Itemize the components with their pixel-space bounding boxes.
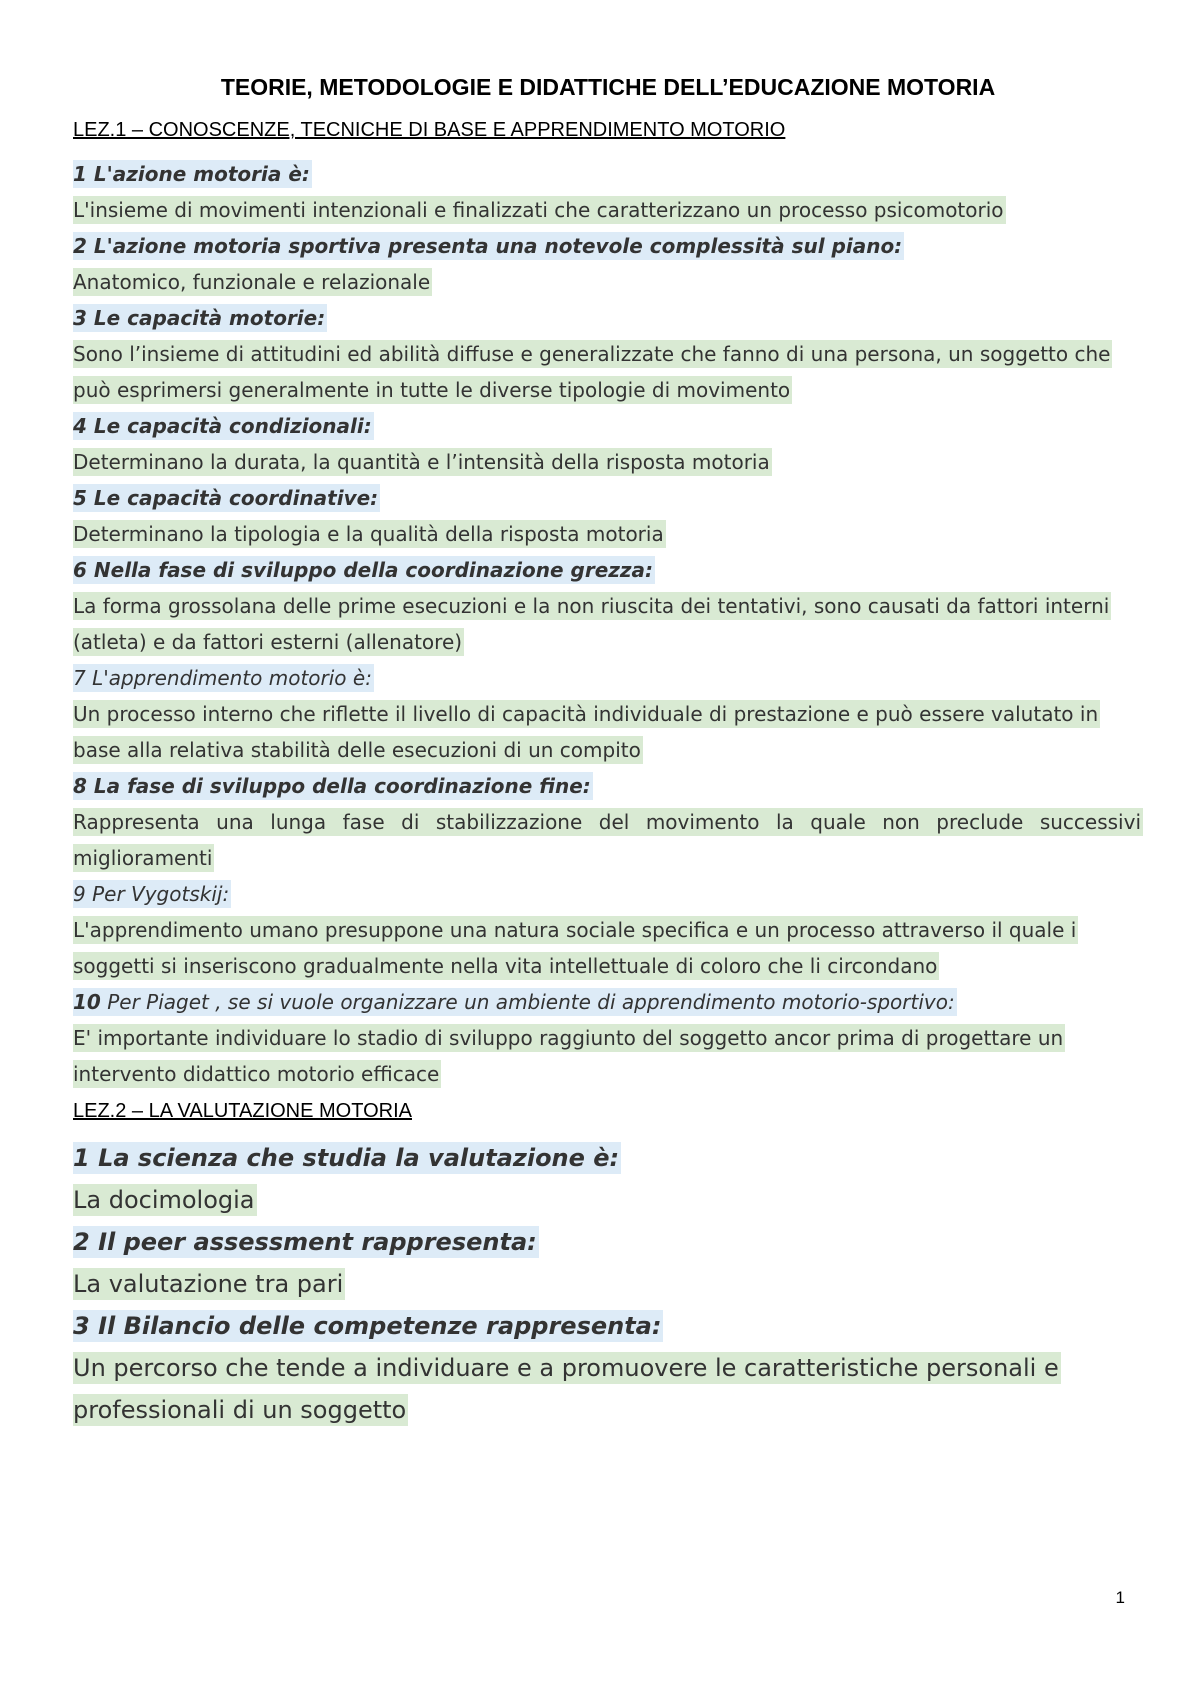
page-number: 1 xyxy=(1115,1588,1125,1607)
question: 2 Il peer assessment rappresenta: xyxy=(73,1228,537,1256)
question: 2 L'azione motoria sportiva presenta una notevole complessità sul piano: xyxy=(73,234,903,258)
section-heading: LEZ.2 – LA VALUTAZIONE MOTORIA xyxy=(73,1100,412,1122)
answer: L'insieme di movimenti intenzionali e finalizzati che caratterizzano un processo psicomotorio xyxy=(73,198,1004,222)
question: 7 L'apprendimento motorio è: xyxy=(73,666,372,690)
question: 3 Le capacità motorie: xyxy=(73,306,326,330)
question: 8 La fase di sviluppo della coordinazione fine: xyxy=(73,774,591,798)
answer: Anatomico, funzionale e relazionale xyxy=(73,270,431,294)
section-lez1 xyxy=(73,119,1143,1092)
answer: E' importante individuare lo stadio di sviluppo raggiunto del soggetto ancor prima di progettare un intervento didattico motorio efficace xyxy=(73,1026,1064,1086)
section-lez2 xyxy=(73,1100,1143,1431)
answer: Un processo interno che riflette il livello di capacità individuale di prestazione e può essere valutato in base alla relativa stabilità delle esecuzioni di un compito xyxy=(73,702,1099,762)
answer: La valutazione tra pari xyxy=(73,1270,344,1298)
question: 4 Le capacità condizionali: xyxy=(73,414,372,438)
question: 1 La scienza che studia la valutazione è: xyxy=(73,1144,620,1172)
answer: Un percorso che tende a individuare e a promuovere le caratteristiche personali e professionali di un soggetto xyxy=(73,1354,1059,1424)
question: 9 Per Vygotskij: xyxy=(73,882,230,906)
answer: Determinano la tipologia e la qualità della risposta motoria xyxy=(73,522,664,546)
question: 3 Il Bilancio delle competenze rappresenta: xyxy=(73,1312,662,1340)
answer: La docimologia xyxy=(73,1186,255,1214)
answer: L'apprendimento umano presuppone una natura sociale specifica e un processo attraverso il quale i soggetti si inseriscono gradualmente nella vita intellettuale di coloro che li circondano xyxy=(73,918,1077,978)
answer: La forma grossolana delle prime esecuzioni e la non riuscita dei tentativi, sono causati da fattori interni (atleta) e da fattori esterni (allenatore) xyxy=(73,594,1110,654)
section-heading: LEZ.1 – CONOSCENZE, TECNICHE DI BASE E APPRENDIMENTO MOTORIO xyxy=(73,119,786,141)
question: 1 L'azione motoria è: xyxy=(73,162,310,186)
question: 6 Nella fase di sviluppo della coordinazione grezza: xyxy=(73,558,654,582)
answer: Rappresenta una lunga fase di stabilizzazione del movimento la quale non preclude successivi miglioramenti xyxy=(73,810,1141,870)
document-page xyxy=(73,74,1143,1431)
question: 10 Per Piaget , se si vuole organizzare un ambiente di apprendimento motorio-sportivo: xyxy=(73,990,955,1014)
question: 5 Le capacità coordinative: xyxy=(73,486,379,510)
document-title: TEORIE, METODOLOGIE E DIDATTICHE DELL’EDUCAZIONE MOTORIA xyxy=(220,74,996,100)
answer: Determinano la durata, la quantità e l’intensità della risposta motoria xyxy=(73,450,770,474)
answer: Sono l’insieme di attitudini ed abilità diffuse e generalizzate che fanno di una persona, un soggetto che può esprimersi generalmente in tutte le diverse tipologie di movimento xyxy=(73,342,1111,402)
